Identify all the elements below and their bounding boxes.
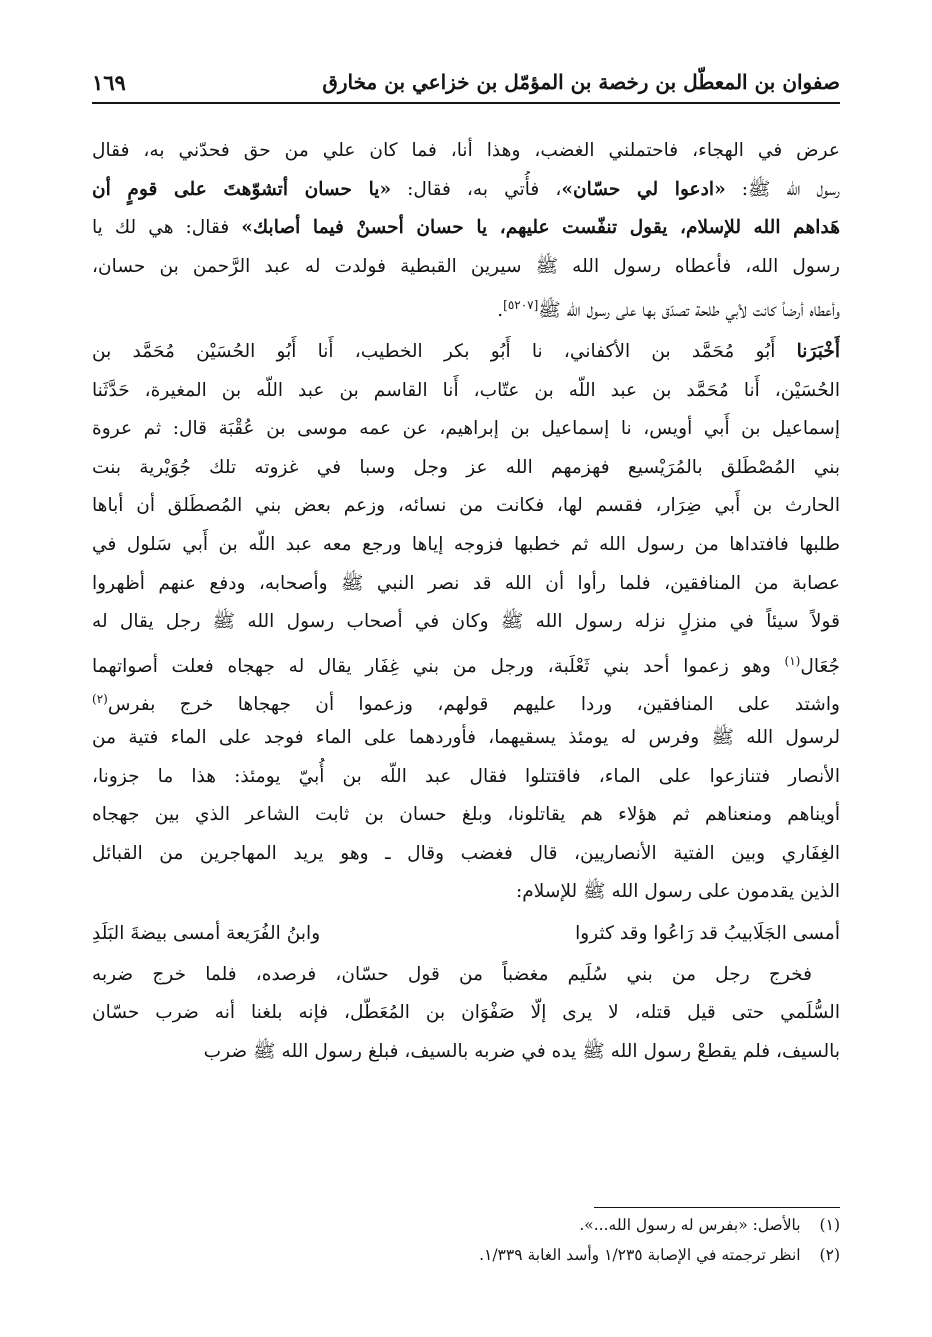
- text-line: فخرج رجل من بني سُلَيم مغضباً من قول حسّان، فرصده، فلما خرج ضربه: [92, 963, 812, 985]
- text-line: هَداهم الله للإسلام، يقول تنفّست عليهم، يا حسان أحسنْ فيما أصابك» فقال: هي لك يا: [92, 217, 840, 239]
- text-line: الحارث بن أَبي ضِرَار، فقسم لها، فكانت من نسائه، وزعم بعض بني المُصطَلق أن أباها: [92, 495, 840, 517]
- bold-text: هَداهم الله للإسلام، يقول تنفّست عليهم، يا حسان أحسنْ فيما أصابك»: [241, 217, 840, 239]
- footnote-number: (٢): [819, 1246, 840, 1264]
- footnote: [92, 1216, 840, 1234]
- reference-marker: (١): [784, 653, 801, 668]
- chapter-title: صفوان بن المعطّل بن رخصة بن المؤمّل بن خزاعي بن مخارق: [322, 70, 840, 94]
- text-line: طلبها فافتداها من رسول الله ثم خطبها فزوجه إياها ورجع معه عبد اللّه بن أَبي سَلول في: [92, 533, 840, 555]
- text-line: عصابة من المنافقين، فلما رأوا أن الله قد نصر النبي ﷺ وأصحابه، ودفع عنهم أظهروا: [92, 572, 840, 594]
- text-line: بني المُصْطَلق بالمُرَيْسيع فهزمهم الله عز وجل وسبا في غزوته تلك جُوَيْرية بنت: [92, 456, 840, 478]
- text-line: إسماعيل بن أَبي أويس، نا إسماعيل بن إبراهيم، عن عمه موسى بن عُقْبَة قال: ثم عروة: [92, 418, 840, 440]
- text-line: الحُسَيْن، أَنا مُحَمَّد بن عبد اللّه بن عتّاب، أَنا القاسم بن عبد اللّه بن المغيرة، حَدَّثَنا: [92, 379, 840, 401]
- bold-text: «ادعوا لي حسّان»: [561, 178, 726, 200]
- text-line: أَخْبَرَنا أَبُو مُحَمَّد بن الأكفاني، نا أَبُو بكر الخطيب، أَنا أَبُو الحُسَيْن مُحَمَّد بن: [92, 340, 840, 362]
- reference-marker: [٥٢٠٧]: [503, 298, 539, 313]
- verse-first-hemistich: أمسى الجَلَابيبُ قد رَاعُوا وقد كثروا: [575, 922, 840, 944]
- paragraph-3: [92, 956, 840, 1072]
- text-line: رسول الله، فأعطاه رسول الله ﷺ سيرين القبطية فولدت له عبد الرَّحمن بن حسان،: [92, 255, 840, 277]
- text-line: لرسول الله ﷺ وفرس له يومئذ يسقيهما، فأوردهما على الماء فوجد على الماء فتية من: [92, 726, 840, 748]
- text-line: أويناهم ومنعناهم ثم هؤلاء هم يقاتلونا، وبلغ حسان بن ثابت الشاعر الذي بين جهجاه: [92, 804, 840, 826]
- text-line: وأعطاه أرضاً كانت لأبي طلحة تصدّق بها على رسول الله ﷺ[٥٢٠٧].: [497, 298, 840, 322]
- footnote-number: (١): [819, 1216, 840, 1234]
- footnote-rule: [594, 1207, 840, 1208]
- paragraph-2: [92, 333, 840, 912]
- main-text: [92, 132, 840, 1190]
- footnote-text: انظر ترجمته في الإصابة ١/٢٣٥ وأسد الغابة ١/٣٣٩.: [479, 1246, 801, 1264]
- text-line: واشتد على المنافقين، وردا عليهم قولهم، وزعموا أن جهجاها خرج بفرس$^{(٢)}$: [92, 692, 840, 716]
- running-header: [92, 62, 840, 104]
- bold-text: أَخْبَرَنا: [796, 340, 840, 362]
- text-line: الذين يقدمون على رسول الله ﷺ للإسلام:: [516, 881, 840, 903]
- header-rule: [92, 102, 840, 104]
- text-line: الأنصار فتنازعوا على الماء، فاقتتلوا فقال عبد اللّه بن أُبيّ يومئذ: هذا ما جزونا،: [92, 765, 840, 787]
- footnote: [92, 1246, 840, 1264]
- text-line: عرض في الهجاء، فاحتملني الغضب، وهذا أنا، فما كان علي من حق فحدّني به، فقال: [92, 140, 840, 161]
- text-line: الغِفَاري وبين الفتية الأنصاريين، قال فغضب وقال ـ وهو يريد المهاجرين من القبائل: [92, 842, 840, 864]
- text-line: قولاً سيئاً في منزلٍ نزله رسول الله ﷺ وكان في أصحاب رسول الله ﷺ رجل يقال له: [92, 611, 840, 633]
- verse-second-hemistich: وابنُ الفُرَيعة أمسى بيضةَ البَلَدِ: [92, 922, 321, 944]
- bold-text: «يا حسان أتشوّهتَ على قومٍ أن: [92, 178, 392, 200]
- text-line: جُعَال$^{(١)}$ وهو زعموا أحد بني ثَعْلَبة، ورجل من بني غِفَار يقال له جهجاه فعلت أصواتهما: [92, 653, 840, 677]
- text-line: بالسيف، فلم يقطعْ رسول الله ﷺ يده في ضربه بالسيف، فبلغ رسول الله ﷺ ضرب: [203, 1041, 840, 1063]
- poem-verse: [92, 912, 840, 956]
- footnote-text: بالأصل: «بفرس له رسول الله...».: [579, 1216, 801, 1234]
- reference-marker: (٢): [92, 692, 108, 707]
- text-line: السُّلَمي حتى قيل قتله، لا يرى إلّا صَفْوَان بن المُعَطّل، فإنه بلغنا أنه ضرب حسّان: [92, 1002, 840, 1024]
- paragraph-1: [92, 132, 840, 325]
- page-number: ١٦٩: [92, 70, 126, 95]
- text-line: رسول الله ﷺ: «ادعوا لي حسّان»، فأُتي به، فقال: «يا حسان أتشوّهتَ على قومٍ أن: [92, 178, 840, 200]
